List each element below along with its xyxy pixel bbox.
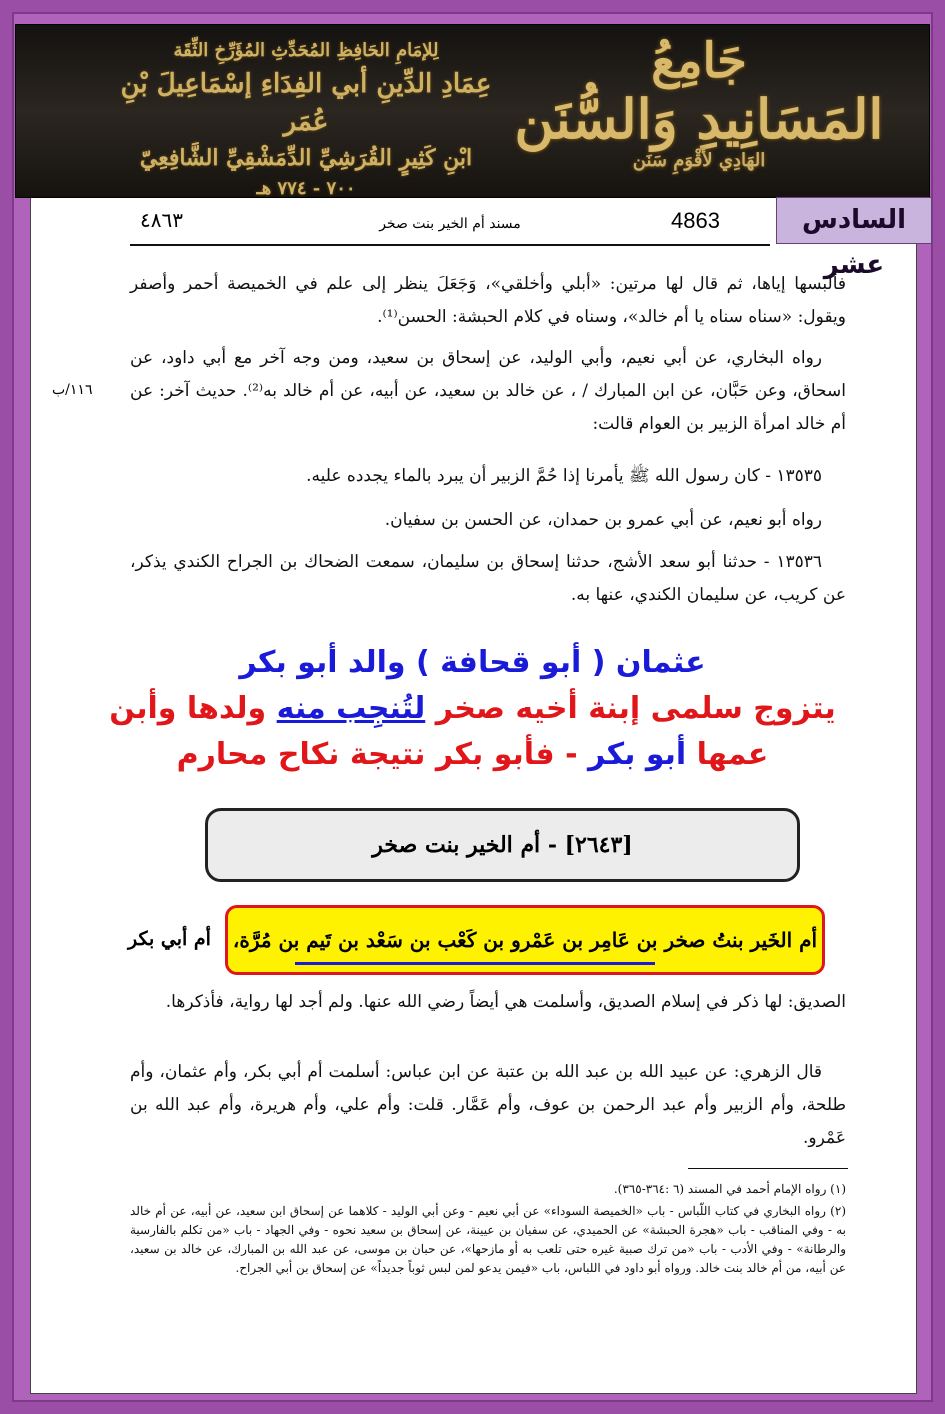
running-head-title: مسند أم الخير بنت صخر <box>379 216 521 232</box>
commentary-text: يتزوج سلمى إبنة أخيه صخر <box>425 691 836 726</box>
commentary-emphasis: لتُنجِب منه <box>276 691 426 726</box>
footnote-rule <box>688 1168 848 1169</box>
hadith-13536: ١٣٥٣٦ - حدثنا أبو سعد الأشج، حدثنا إسحاق بن سليمان، سمعت الضحاك بن الجراح الكندي يذكر، عن كريب، عن سليمان الكندي، عنها به. <box>130 552 846 605</box>
book-banner <box>15 24 930 198</box>
paragraph: الصديق: لها ذكر في إسلام الصديق، وأسلمت هي أيضاً رضي الله عنها. ولم أجد لها رواية، فأذكرها. <box>165 992 846 1012</box>
running-head <box>130 204 770 246</box>
lineage-underline <box>295 962 655 965</box>
commentary-text: - فأبو بكر نتيجة نكاح محارم <box>176 737 589 772</box>
commentary-text: ولدها وأبن <box>109 691 277 726</box>
author-dates: ٧٠٠ - ٧٧٤ هـ <box>256 178 356 198</box>
commentary-line3 <box>100 732 845 778</box>
commentary-emphasis: أبو بكر <box>588 737 687 772</box>
author-line1: لِلإمَامِ الحَافِظِ المُحَدِّثِ المُؤَرِّخِ الثِّقَة <box>173 40 439 61</box>
author-line3: ابْنِ كَثِيرٍ القُرَشِيِّ الدِّمَشْقِيِّ الشَّافِعِيّ <box>139 145 473 171</box>
book-title-line1: جَامِعُ <box>651 33 747 89</box>
author-line2: عِمَادِ الدِّينِ أبي الفِدَاءِ إسْمَاعِيلَ بْنِ عُمَر <box>120 69 492 137</box>
volume-badge: السادس عشر <box>776 197 932 244</box>
commentary-highlight <box>100 640 845 778</box>
paragraph: رواه أبو نعيم، عن أبي عمرو بن حمدان، عن الحسن بن سفيان. <box>384 510 822 530</box>
hadith-13535: ١٣٥٣٥ - كان رسول الله ﷺ يأمرنا إذا حُمَّ الزبير أن يبرد بالماء يجدده عليه. <box>306 466 822 486</box>
book-title <box>489 33 909 173</box>
lineage-tail: أم أبي بكر <box>128 928 211 950</box>
commentary-line1: عثمان ( أبو قحافة ) والد أبو بكر <box>239 645 706 680</box>
paragraph: فألبسها إياها، ثم قال لها مرتين: «أبلي وأخلقي»، وَجَعَلَ ينظر إلى علم في الخميصة أحمر وأصفر ويقول: «سناه سناه يا أم خالد»، وسناه في كلام الحبشة: الحسن⁽¹⁾. <box>130 274 846 327</box>
footnote-1: (١) رواه الإمام أحمد في المسند (٦ :٣٦٤-٣٦٥). <box>613 1182 846 1196</box>
book-author <box>116 37 496 198</box>
page-number-arabic: ٤٨٦٣ <box>140 208 183 232</box>
book-title-line2: المَسَانِيدِ وَالسُّنَن <box>514 87 884 151</box>
paragraph: رواه البخاري، عن أبي نعيم، وأبي الوليد، عن إسحاق بن سعيد، ومن وجه آخر مع أبي داود، عن اسحاق، وعن حَبَّان، عن ابن المبارك / ، عن خالد بن سعيد، عن أبيه، عن أم خالد به⁽²⁾. حديث آخر: عن أم خالد امرأة الزبير بن العوام قالت: <box>130 348 846 434</box>
commentary-line2 <box>100 686 845 732</box>
footnote-2: (٢) رواه البخاري في كتاب اللّباس - باب «الخميصة السوداء» عن أبي نعيم - وعن أبي الوليد - كلاهما عن إسحاق ابن سعيد، عن أبيه، عن أم خالد به - وفي المناقب - باب «هجرة الحبشة» عن الحميدي، عن سفيان بن عيينة، عن إسحاق بن سعيد نحوه - وفي الجهاد - باب «من تكلم بالفارسية والرطانة» - وفي الأدب - باب «من ترك صبية غيره حتى تلعب به أو مازحها»، عن حبان بن موسى، عن عبد الله بن المبارك، عن خالد بن سعيد، عن أبيه، من أم خالد بنت خالد. ورواه أبو داود في اللباس، باب «فيمن يدعو لمن لبس ثوباً جديداً» عن إسحاق بن أبي الجراح. <box>130 1204 846 1275</box>
lineage-highlight: أم الخَير بنتُ صخر بن عَامِر بن عَمْرو بن كَعْب بن سَعْد بن تَيم بن مُرَّة، <box>225 905 825 975</box>
page-number-latin: 4863 <box>671 208 720 233</box>
book-subtitle: الهَادِي لأقْوَمِ سَنَن <box>632 150 766 171</box>
margin-note: ١١٦/ب <box>52 382 93 398</box>
section-heading: [٢٦٤٣] - أم الخير بنت صخر <box>205 808 800 882</box>
commentary-text: عمها <box>686 737 769 772</box>
paragraph: قال الزهري: عن عبيد الله بن عبد الله بن عتبة عن ابن عباس: أسلمت أم أبي بكر، وأم عثمان، وأم طلحة، وأم الزبير وأم عبد الرحمن بن عوف، وأم عَمَّار. قلت: وأم علي، وأم هريرة، وأم عبد الله بن عَمْرو. <box>130 1062 846 1148</box>
